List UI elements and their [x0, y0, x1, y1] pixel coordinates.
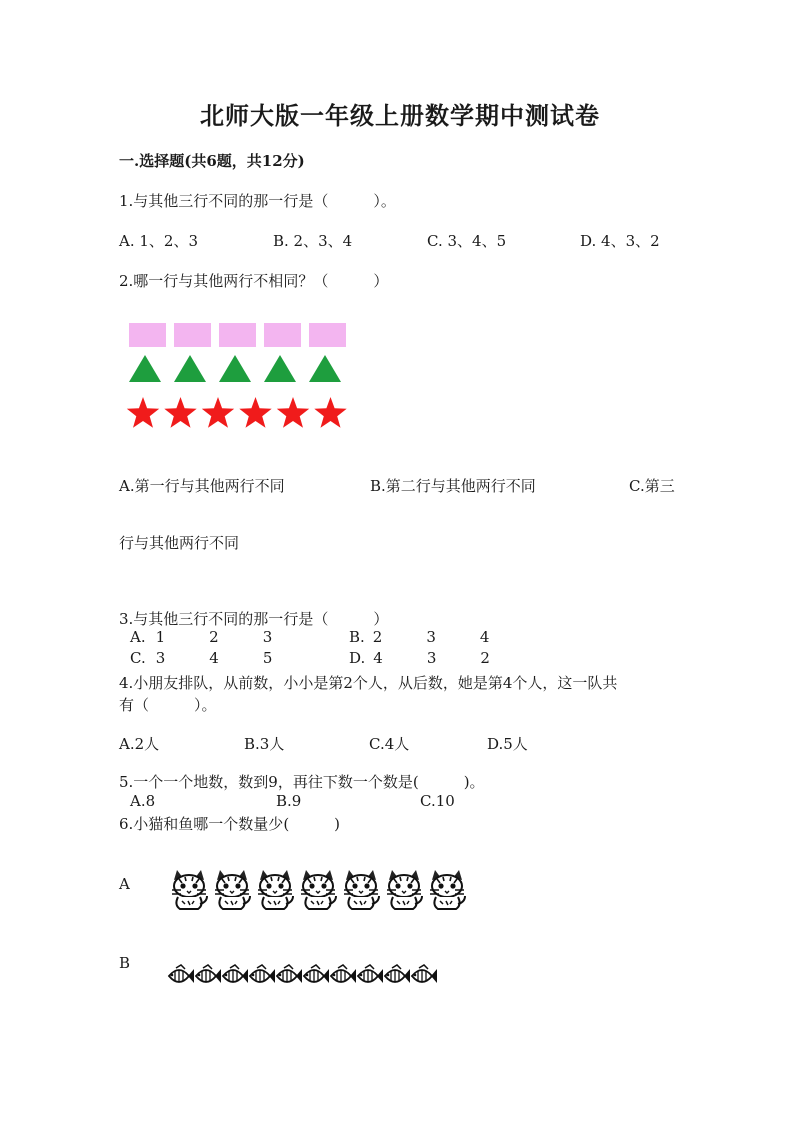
fish-icon [385, 965, 410, 983]
fish-icon [277, 965, 302, 983]
pink-rectangle [264, 323, 301, 347]
option-value: 3 [426, 649, 437, 667]
green-triangle [264, 355, 296, 382]
star-row [127, 397, 347, 428]
question-6-row-a-label[interactable]: A [119, 875, 130, 893]
question-2-option-c-wrap: 行与其他两行不同 [119, 534, 240, 552]
question-5-option-b[interactable]: B.9 [276, 792, 302, 810]
red-star [164, 397, 196, 428]
question-4-stem-line1: 4.小朋友排队，从前数，小小是第2个人，从后数，她是第4个人，这一队共 [119, 674, 618, 692]
fish-icon [169, 965, 194, 983]
cat-icon [258, 870, 293, 909]
option-value: 4 [479, 628, 490, 646]
fish-row-svg [164, 960, 444, 992]
question-4-option-a[interactable]: A.2人 [119, 735, 160, 753]
cat-row [164, 866, 474, 912]
option-value: 3 [262, 628, 273, 646]
fish-icon [412, 965, 437, 983]
green-triangle [219, 355, 251, 382]
pink-rectangle [219, 323, 256, 347]
question-2-stem: 2.哪一行与其他两行不相同？（ ） [119, 272, 389, 290]
cat-icon [215, 870, 250, 909]
question-6-row-b-label[interactable]: B [119, 954, 131, 972]
triangle-row [129, 355, 341, 382]
question-1-option-a[interactable]: A. 1、2、3 [119, 232, 198, 250]
cat-row-svg [164, 866, 474, 912]
option-value: 5 [262, 649, 273, 667]
pink-rectangle [309, 323, 346, 347]
option-letter: C. [130, 649, 146, 667]
question-3-option-c[interactable] [130, 649, 272, 667]
cat-icon [344, 870, 379, 909]
option-letter: B. [349, 628, 365, 646]
cat-icon [172, 870, 207, 909]
question-1-option-d[interactable]: D. 4、3、2 [580, 232, 660, 250]
question-6-stem: 6.小猫和鱼哪一个数量少( ) [119, 815, 341, 833]
question-5-option-a[interactable]: A.8 [130, 792, 156, 810]
shapes-figure-svg [126, 318, 356, 436]
question-2-option-a[interactable]: A.第一行与其他两行不同 [119, 477, 285, 495]
red-star [202, 397, 234, 428]
green-triangle [129, 355, 161, 382]
question-3-option-b[interactable] [349, 628, 489, 646]
red-star [314, 397, 346, 428]
rectangle-row [129, 323, 346, 347]
option-value: 1 [155, 628, 166, 646]
option-value: 2 [209, 628, 219, 646]
cat-icon [301, 870, 336, 909]
red-star [127, 397, 159, 428]
pink-rectangle [129, 323, 166, 347]
pink-rectangle [174, 323, 211, 347]
question-4-stem-line2: 有（ ）。 [119, 696, 217, 714]
red-star [277, 397, 309, 428]
cat-icon [387, 870, 422, 909]
question-1-option-c[interactable]: C. 3、4、5 [427, 232, 507, 250]
fish-row [164, 960, 444, 992]
question-5-option-c[interactable]: C.10 [420, 792, 455, 810]
section-heading: 一.选择题(共6题，共12分) [119, 152, 305, 170]
question-1-option-b[interactable]: B. 2、3、4 [273, 232, 353, 250]
option-value: 3 [426, 628, 436, 646]
option-letter: D. [349, 649, 366, 667]
fish-icon [250, 965, 275, 983]
green-triangle [174, 355, 206, 382]
fish-icon [223, 965, 248, 983]
fish-icon [304, 965, 329, 983]
fish-icon [196, 965, 221, 983]
question-4-option-c[interactable]: C.4人 [369, 735, 410, 753]
question-4-option-b[interactable]: B.3人 [244, 735, 285, 753]
question-3-option-d[interactable] [349, 649, 490, 667]
fish-icon [358, 965, 383, 983]
option-value: 4 [373, 649, 383, 667]
option-value: 4 [209, 649, 219, 667]
question-3-stem: 3.与其他三行不同的那一行是（ ） [119, 610, 389, 628]
option-value: 2 [372, 628, 383, 646]
option-value: 2 [480, 649, 490, 667]
question-2-option-b[interactable]: B.第二行与其他两行不同 [370, 477, 536, 495]
shapes-figure [126, 318, 356, 436]
question-5-stem: 5.一个一个地数，数到9，再往下数一个数是( )。 [119, 773, 485, 791]
question-3-option-a[interactable] [130, 628, 272, 646]
red-star [239, 397, 271, 428]
question-4-option-d[interactable]: D.5人 [487, 735, 528, 753]
option-value: 3 [155, 649, 166, 667]
green-triangle [309, 355, 341, 382]
option-letter: A. [130, 628, 146, 646]
page-title: 北师大版一年级上册数学期中测试卷 [200, 101, 600, 130]
cat-icon [430, 870, 465, 909]
fish-icon [331, 965, 356, 983]
question-1-stem: 1.与其他三行不同的那一行是（ ）。 [119, 192, 396, 210]
question-2-option-c[interactable]: C.第三 [629, 477, 675, 495]
